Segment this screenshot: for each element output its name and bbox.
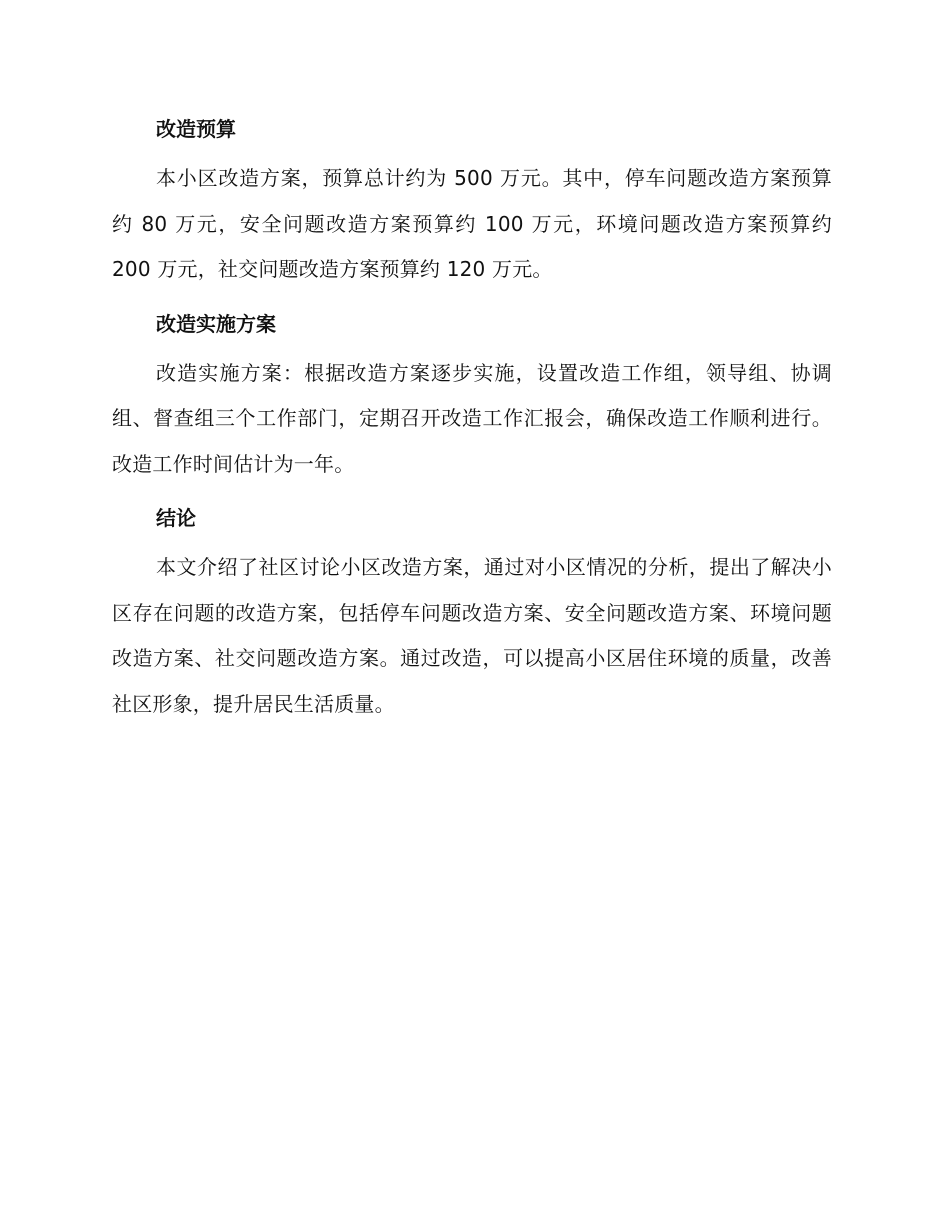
section-budget (112, 110, 832, 293)
section-conclusion (112, 499, 832, 727)
section-heading: 改造预算 (156, 117, 236, 141)
section-paragraph: 本文介绍了社区讨论小区改造方案，通过对小区情况的分析，提出了解决小区存在问题的改造方案，包括停车问题改造方案、安全问题改造方案、环境问题改造方案、社交问题改造方案。通过改造，可以提高小区居住环境的质量，改善社区形象，提升居民生活质量。 (112, 555, 832, 716)
section-heading: 结论 (156, 506, 196, 530)
document-page (112, 110, 832, 739)
section-heading: 改造实施方案 (156, 311, 276, 336)
section-paragraph: 本小区改造方案，预算总计约为 500 万元。其中，停车问题改造方案预算约 80 万元，安全问题改造方案预算约 100 万元，环境问题改造方案预算约 200 万元，社交问题改造方案预算约 120 万元。 (112, 166, 832, 281)
section-implementation (112, 305, 832, 488)
section-paragraph: 改造实施方案：根据改造方案逐步实施，设置改造工作组，领导组、协调组、督查组三个工作部门，定期召开改造工作汇报会，确保改造工作顺利进行。改造工作时间估计为一年。 (112, 360, 832, 476)
